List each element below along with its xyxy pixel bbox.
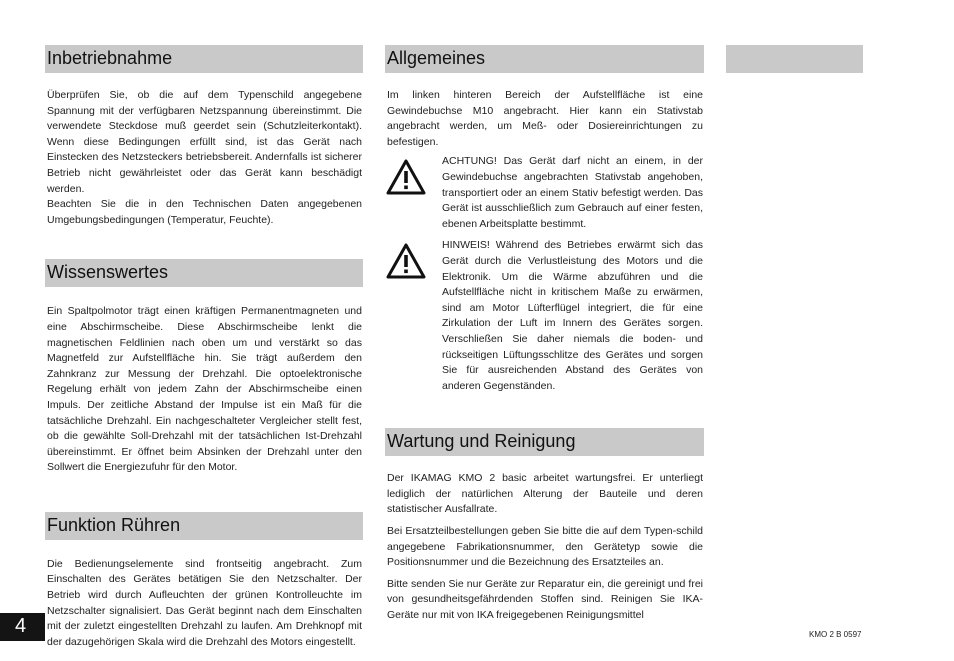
warning-triangle-icon [386,243,426,279]
paragraph-wartung-1: Der IKAMAG KMO 2 basic arbeitet wartungsfrei. Er unterliegt lediglich der natürlichen Alterung der Bauteile und deren statistischer Ausfallrate. [387,472,703,516]
warning-triangle-icon [386,159,426,195]
paragraph-inbetriebnahme-2: Beachten Sie die in den Technischen Daten angegebenen Umgebungsbedingungen (Temperatur, Feuchte). [47,198,362,226]
page-number: 4 [0,613,45,641]
section-heading-empty [726,45,863,73]
left-column [45,45,363,650]
section-heading-inbetriebnahme: Inbetriebnahme [45,45,363,73]
section-heading-funktion-ruehren: Funktion Rühren [45,512,363,540]
paragraph-wartung-2: Bei Ersatzteilbestellungen geben Sie bitte die auf dem Typen-schild angegebene Fabrikationsnummer, den Gerätetyp sowie die Positionsnummer und die Bezeichnung des Ersatzteiles an. [387,525,703,569]
section-heading-wartung: Wartung und Reinigung [385,428,704,456]
paragraph-inbetriebnahme-1: Überprüfen Sie, ob die auf dem Typenschild angegebene Spannung mit der verfügbaren Netzspannung übereinstimmt. Die verwendete Steckdose muß geerdet sein (Schutzleiterkontakt). Wenn diese Bedingungen erfüllt sind, ist das Gerät nach Einstecken des Netzsteckers betriebsbereit. Andernfalls ist sicherer Betrieb nicht gewährleistet oder das Gerät kann beschädigt werden. [47,89,362,195]
warning-block-hinweis [385,238,704,394]
middle-column [385,45,704,624]
right-column [726,45,863,73]
warning-block-achtung [385,154,704,232]
section-heading-allgemeines: Allgemeines [385,45,704,73]
warning-text-hinweis: HINWEIS! Während des Betriebes erwärmt sich das Gerät durch die Verlustleistung des Motors und die Elektronik. Um die Wärme abzuführen und die Aufstellfläche nicht in kritischem Maße zu erwärmen, sind am Motor Lüfterflügel integriert, die für eine Zirkulation der Luft im Innern des Gerätes sorgen. Verschließen Sie daher niemals die boden- und rückseitigen Lüftungsschlitze des Gerätes und sorgen Sie für ausreichenden Abstand des Gerätes von anderen Gegenständen. [442,239,703,392]
warning-text-achtung: ACHTUNG! Das Gerät darf nicht an einem, in der Gewindebuchse angebrachten Stativstab angehoben, transportiert oder an einem Stativ befestigt werden. Das Gerät ist ausschließlich zum Gebrauch auf einer festen, ebenen Arbeitsplatte bestimmt. [442,155,703,230]
paragraph-wartung-3: Bitte senden Sie nur Geräte zur Reparatur ein, die gereinigt und frei von gesundheitsgefährdenden Stoffen sind. Reinigen Sie IKA-Geräte nur mit von IKA freigegebenen Reinigungsmittel [387,577,703,622]
paragraph-wissenswertes: Ein Spaltpolmotor trägt einen kräftigen Permanentmagneten und eine Abschirmscheibe. Diese Abschirmscheibe lenkt die magnetischen Feldlinien nach oben um und verstärkt so das Magnetfeld zur Aufstellfläche hin. Sie trägt außerdem den Zahnkranz zur Messung der Drehzahl. Die optoelektronische Regelung erhält von jedem Zahn der Abschirmscheibe einen Impuls. Der zeitliche Abstand der Impulse ist ein Maß für die tatsächliche Drehzahl. Ein nachgeschalteter Vergleicher stellt fest, ob die gewählte Soll-Drehzahl mit der tatsächlichen Ist-Drehzahl übereinstimmt. Er öffnet beim Absinken der Drehzahl unter den Sollwert die Energiezufuhr für den Motor. [47,305,362,474]
document-code: KMO 2 B 0597 [809,630,862,639]
paragraph-allgemeines: Im linken hinteren Bereich der Aufstellfläche ist eine Gewindebuchse M10 angebracht. Hier kann ein Stativstab angebracht werden, um Meß- oder Dosiereinrichtungen zu befestigen. [387,89,703,148]
section-heading-wissenswertes: Wissenswertes [45,259,363,287]
paragraph-funktion-ruehren: Die Bedienungselemente sind frontseitig angebracht. Zum Einschalten des Gerätes betätigen Sie den Netzschalter. Der Betrieb wird durch Aufleuchten der grünen Kontrolleuchte im Netzschalter signalisiert. Das Gerät beginnt nach dem Einschalten mit der zuletzt eingestellten Drehzahl zu laufen. Am Drehknopf mit der dazugehörigen Skala wird die Drehzahl des Motors eingestellt. [47,557,362,648]
